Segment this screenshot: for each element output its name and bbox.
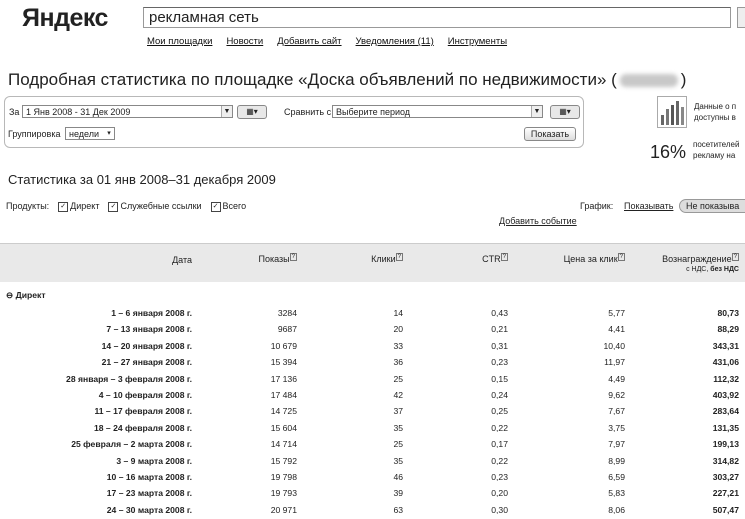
cell-ctr: 0,23 bbox=[491, 357, 508, 368]
product-total[interactable] bbox=[211, 201, 247, 212]
cell-rew: 403,92 bbox=[712, 390, 739, 400]
cell-date: 14 – 20 января 2008 г. bbox=[101, 340, 192, 351]
cell-price: 5,83 bbox=[608, 488, 625, 499]
table-row bbox=[0, 339, 745, 355]
compare-value: Выберите период bbox=[336, 107, 411, 117]
products-label: Продукты: bbox=[6, 201, 50, 212]
checkbox-checked-icon[interactable]: ✓ bbox=[211, 202, 221, 212]
table-row bbox=[0, 388, 745, 404]
col-impressions[interactable] bbox=[259, 254, 297, 264]
table-row bbox=[0, 421, 745, 437]
add-event-link[interactable]: Добавить событие bbox=[499, 216, 577, 226]
cell-ctr: 0,30 bbox=[491, 504, 508, 515]
promo-line-2: доступны в bbox=[694, 113, 736, 122]
grouping-label: Группировка bbox=[8, 129, 61, 139]
cell-clk: 20 bbox=[393, 324, 403, 335]
table-row bbox=[0, 322, 745, 338]
checkbox-checked-icon[interactable]: ✓ bbox=[58, 202, 68, 212]
cell-imp: 17 136 bbox=[270, 373, 297, 384]
nav-add-site[interactable]: Добавить сайт bbox=[277, 36, 342, 47]
cell-clk: 36 bbox=[393, 357, 403, 368]
nav-tools[interactable]: Инструменты bbox=[447, 36, 508, 47]
cell-price: 3,75 bbox=[608, 422, 625, 433]
compare-select[interactable] bbox=[332, 105, 543, 118]
table-row bbox=[0, 437, 745, 453]
col-reward-sub bbox=[686, 266, 739, 273]
cell-clk: 25 bbox=[393, 439, 403, 450]
table-row bbox=[0, 355, 745, 371]
table-row bbox=[0, 404, 745, 420]
cell-price: 4,41 bbox=[608, 324, 625, 335]
product-direct-label: Директ bbox=[70, 201, 100, 211]
period-label: За bbox=[9, 107, 20, 117]
cell-rew: 343,31 bbox=[712, 340, 739, 351]
cell-price: 4,49 bbox=[608, 373, 625, 384]
cell-date: 28 января – 3 февраля 2008 г. bbox=[66, 373, 192, 384]
cell-rew: 131,35 bbox=[712, 422, 739, 433]
cell-rew: 80,73 bbox=[717, 308, 739, 318]
table-header bbox=[0, 243, 745, 282]
table-row bbox=[0, 503, 745, 519]
table-row bbox=[0, 486, 745, 502]
cell-date: 24 – 30 марта 2008 г. bbox=[106, 504, 192, 515]
cell-ctr: 0,23 bbox=[491, 472, 508, 482]
checkbox-checked-icon[interactable]: ✓ bbox=[108, 202, 118, 212]
cell-rew: 431,06 bbox=[712, 357, 739, 368]
product-sitelinks-label: Служебные ссылки bbox=[120, 201, 202, 211]
nav-news[interactable]: Новости bbox=[226, 36, 264, 47]
graph-label: График: bbox=[580, 201, 614, 211]
graph-show-link[interactable]: Показывать bbox=[624, 201, 674, 211]
nav-my-sites[interactable]: Мои площадки bbox=[147, 36, 213, 47]
grouping-select[interactable] bbox=[65, 127, 115, 140]
table-row bbox=[0, 306, 745, 322]
promo-percent: 16% bbox=[650, 142, 687, 162]
col-reward-label: Вознаграждение bbox=[662, 254, 732, 264]
cell-rew: 314,82 bbox=[712, 455, 739, 466]
cell-clk: 33 bbox=[393, 340, 403, 351]
compare-label: Сравнить с bbox=[284, 107, 332, 117]
grouping-value: недели bbox=[69, 129, 100, 139]
cell-ctr: 0,25 bbox=[491, 406, 508, 417]
blurred-site-id bbox=[620, 74, 678, 87]
cell-clk: 35 bbox=[393, 422, 403, 433]
cell-ctr: 0,20 bbox=[491, 488, 508, 499]
cell-ctr: 0,22 bbox=[491, 422, 508, 433]
cell-imp: 15 604 bbox=[270, 422, 297, 433]
cell-ctr: 0,24 bbox=[491, 390, 508, 400]
table-row bbox=[0, 372, 745, 388]
col-clicks-label: Клики bbox=[371, 254, 396, 264]
help-icon[interactable]: ? bbox=[502, 254, 506, 260]
yandex-logo[interactable]: Яндекс bbox=[22, 4, 108, 32]
cell-ctr: 0,15 bbox=[491, 373, 508, 384]
cell-imp: 9687 bbox=[277, 324, 297, 335]
top-nav bbox=[147, 36, 507, 47]
cell-price: 9,62 bbox=[608, 390, 625, 400]
promo-line-4: рекламу на bbox=[693, 151, 736, 160]
chevron-down-icon: ▼ bbox=[221, 106, 232, 117]
cell-ctr: 0,43 bbox=[491, 308, 508, 318]
graph-hide-toggle[interactable]: Не показыва bbox=[679, 199, 745, 213]
group-direct-toggle[interactable]: ⊖ Директ bbox=[6, 290, 46, 300]
chevron-down-icon: ▼ bbox=[531, 106, 542, 117]
promo-line-1: Данные о п bbox=[694, 102, 737, 111]
cell-date: 11 – 17 февраля 2008 г. bbox=[94, 406, 192, 417]
col-date[interactable]: Дата bbox=[172, 255, 192, 265]
cell-ctr: 0,21 bbox=[491, 324, 508, 335]
reward-sub-vat: с НДС, bbox=[686, 266, 711, 273]
cell-price: 10,40 bbox=[603, 340, 625, 351]
cell-imp: 15 792 bbox=[270, 455, 297, 466]
products-filter bbox=[6, 201, 246, 212]
page-title bbox=[8, 70, 686, 90]
search-button[interactable] bbox=[737, 7, 745, 28]
col-impressions-label: Показы bbox=[258, 254, 290, 264]
calendar-icon: ▦▾ bbox=[246, 107, 258, 116]
cell-clk: 39 bbox=[393, 488, 403, 499]
cell-date: 1 – 6 января 2008 г. bbox=[111, 308, 192, 318]
cell-clk: 37 bbox=[393, 406, 403, 417]
cell-date: 10 – 16 марта 2008 г. bbox=[106, 472, 192, 482]
cell-imp: 3284 bbox=[277, 308, 297, 318]
cell-price: 7,97 bbox=[608, 439, 625, 450]
cell-imp: 19 798 bbox=[270, 472, 297, 482]
cell-ctr: 0,31 bbox=[491, 340, 508, 351]
cell-imp: 10 679 bbox=[270, 340, 297, 351]
cell-date: 4 – 10 февраля 2008 г. bbox=[98, 390, 192, 400]
cell-date: 25 февраля – 2 марта 2008 г. bbox=[71, 439, 192, 450]
cell-clk: 46 bbox=[393, 472, 403, 482]
cell-price: 8,99 bbox=[608, 455, 625, 466]
calendar-button[interactable] bbox=[237, 105, 267, 119]
nav-notifications[interactable]: Уведомления (11) bbox=[355, 36, 434, 47]
col-price[interactable] bbox=[564, 254, 625, 264]
col-price-label: Цена за клик bbox=[563, 254, 618, 264]
cell-clk: 25 bbox=[393, 373, 403, 384]
cell-rew: 227,21 bbox=[712, 488, 739, 499]
compare-calendar-button[interactable] bbox=[550, 105, 580, 119]
cell-imp: 14 725 bbox=[270, 406, 297, 417]
cell-imp: 17 484 bbox=[270, 390, 297, 400]
cell-clk: 35 bbox=[393, 455, 403, 466]
table-row bbox=[0, 470, 745, 486]
cell-ctr: 0,22 bbox=[491, 455, 508, 466]
calendar-icon: ▦▾ bbox=[559, 107, 571, 116]
cell-date: 3 – 9 марта 2008 г. bbox=[116, 455, 192, 466]
cell-clk: 63 bbox=[393, 504, 403, 515]
cell-rew: 507,47 bbox=[712, 504, 739, 515]
cell-clk: 14 bbox=[393, 308, 403, 318]
search-input[interactable]: рекламная сеть bbox=[143, 7, 731, 28]
cell-imp: 15 394 bbox=[270, 357, 297, 368]
period-value: 1 Янв 2008 - 31 Дек 2009 bbox=[26, 107, 131, 117]
product-direct[interactable] bbox=[58, 201, 99, 212]
cell-date: 21 – 27 января 2008 г. bbox=[101, 357, 192, 368]
cell-price: 8,06 bbox=[608, 504, 625, 515]
cell-clk: 42 bbox=[393, 390, 403, 400]
page-title-suffix: ) bbox=[680, 70, 687, 89]
cell-price: 11,97 bbox=[604, 357, 625, 368]
cell-rew: 112,32 bbox=[713, 373, 739, 384]
cell-ctr: 0,17 bbox=[491, 439, 508, 450]
chevron-down-icon: ▾ bbox=[104, 128, 114, 139]
filter-panel bbox=[4, 96, 584, 148]
help-icon[interactable]: ? bbox=[397, 254, 401, 260]
cell-price: 5,77 bbox=[608, 308, 625, 318]
cell-imp: 20 971 bbox=[270, 504, 297, 515]
col-ctr[interactable] bbox=[482, 254, 508, 264]
cell-rew: 283,64 bbox=[712, 406, 739, 417]
promo-line-3: посетителей bbox=[693, 140, 740, 149]
product-sitelinks[interactable] bbox=[108, 201, 201, 212]
bar-chart-icon bbox=[657, 96, 687, 128]
cell-price: 6,59 bbox=[608, 472, 625, 482]
table-row bbox=[0, 454, 745, 470]
period-select[interactable] bbox=[22, 105, 233, 118]
col-ctr-label: CTR bbox=[482, 254, 501, 264]
page-title-text: Подробная статистика по площадке «Доска объявлений по недвижимости» ( bbox=[8, 70, 617, 89]
stats-heading: Статистика за 01 янв 2008–31 декабря 2009 bbox=[8, 172, 276, 187]
cell-rew: 199,13 bbox=[712, 439, 739, 450]
help-icon[interactable]: ? bbox=[291, 254, 295, 260]
help-icon[interactable]: ? bbox=[733, 254, 737, 260]
help-icon[interactable]: ? bbox=[619, 254, 623, 260]
cell-rew: 88,29 bbox=[717, 324, 739, 335]
show-button[interactable]: Показать bbox=[524, 127, 576, 141]
reward-sub-novat: без НДС bbox=[710, 266, 739, 273]
col-reward[interactable] bbox=[662, 254, 739, 264]
cell-date: 18 – 24 февраля 2008 г. bbox=[93, 422, 192, 433]
cell-rew: 303,27 bbox=[712, 472, 739, 482]
cell-date: 17 – 23 марта 2008 г. bbox=[106, 488, 192, 499]
cell-date: 7 – 13 января 2008 г. bbox=[106, 324, 192, 335]
cell-imp: 19 793 bbox=[270, 488, 297, 499]
product-total-label: Всего bbox=[222, 201, 247, 211]
cell-imp: 14 714 bbox=[270, 439, 297, 450]
col-clicks[interactable] bbox=[371, 254, 403, 264]
cell-price: 7,67 bbox=[608, 406, 625, 417]
